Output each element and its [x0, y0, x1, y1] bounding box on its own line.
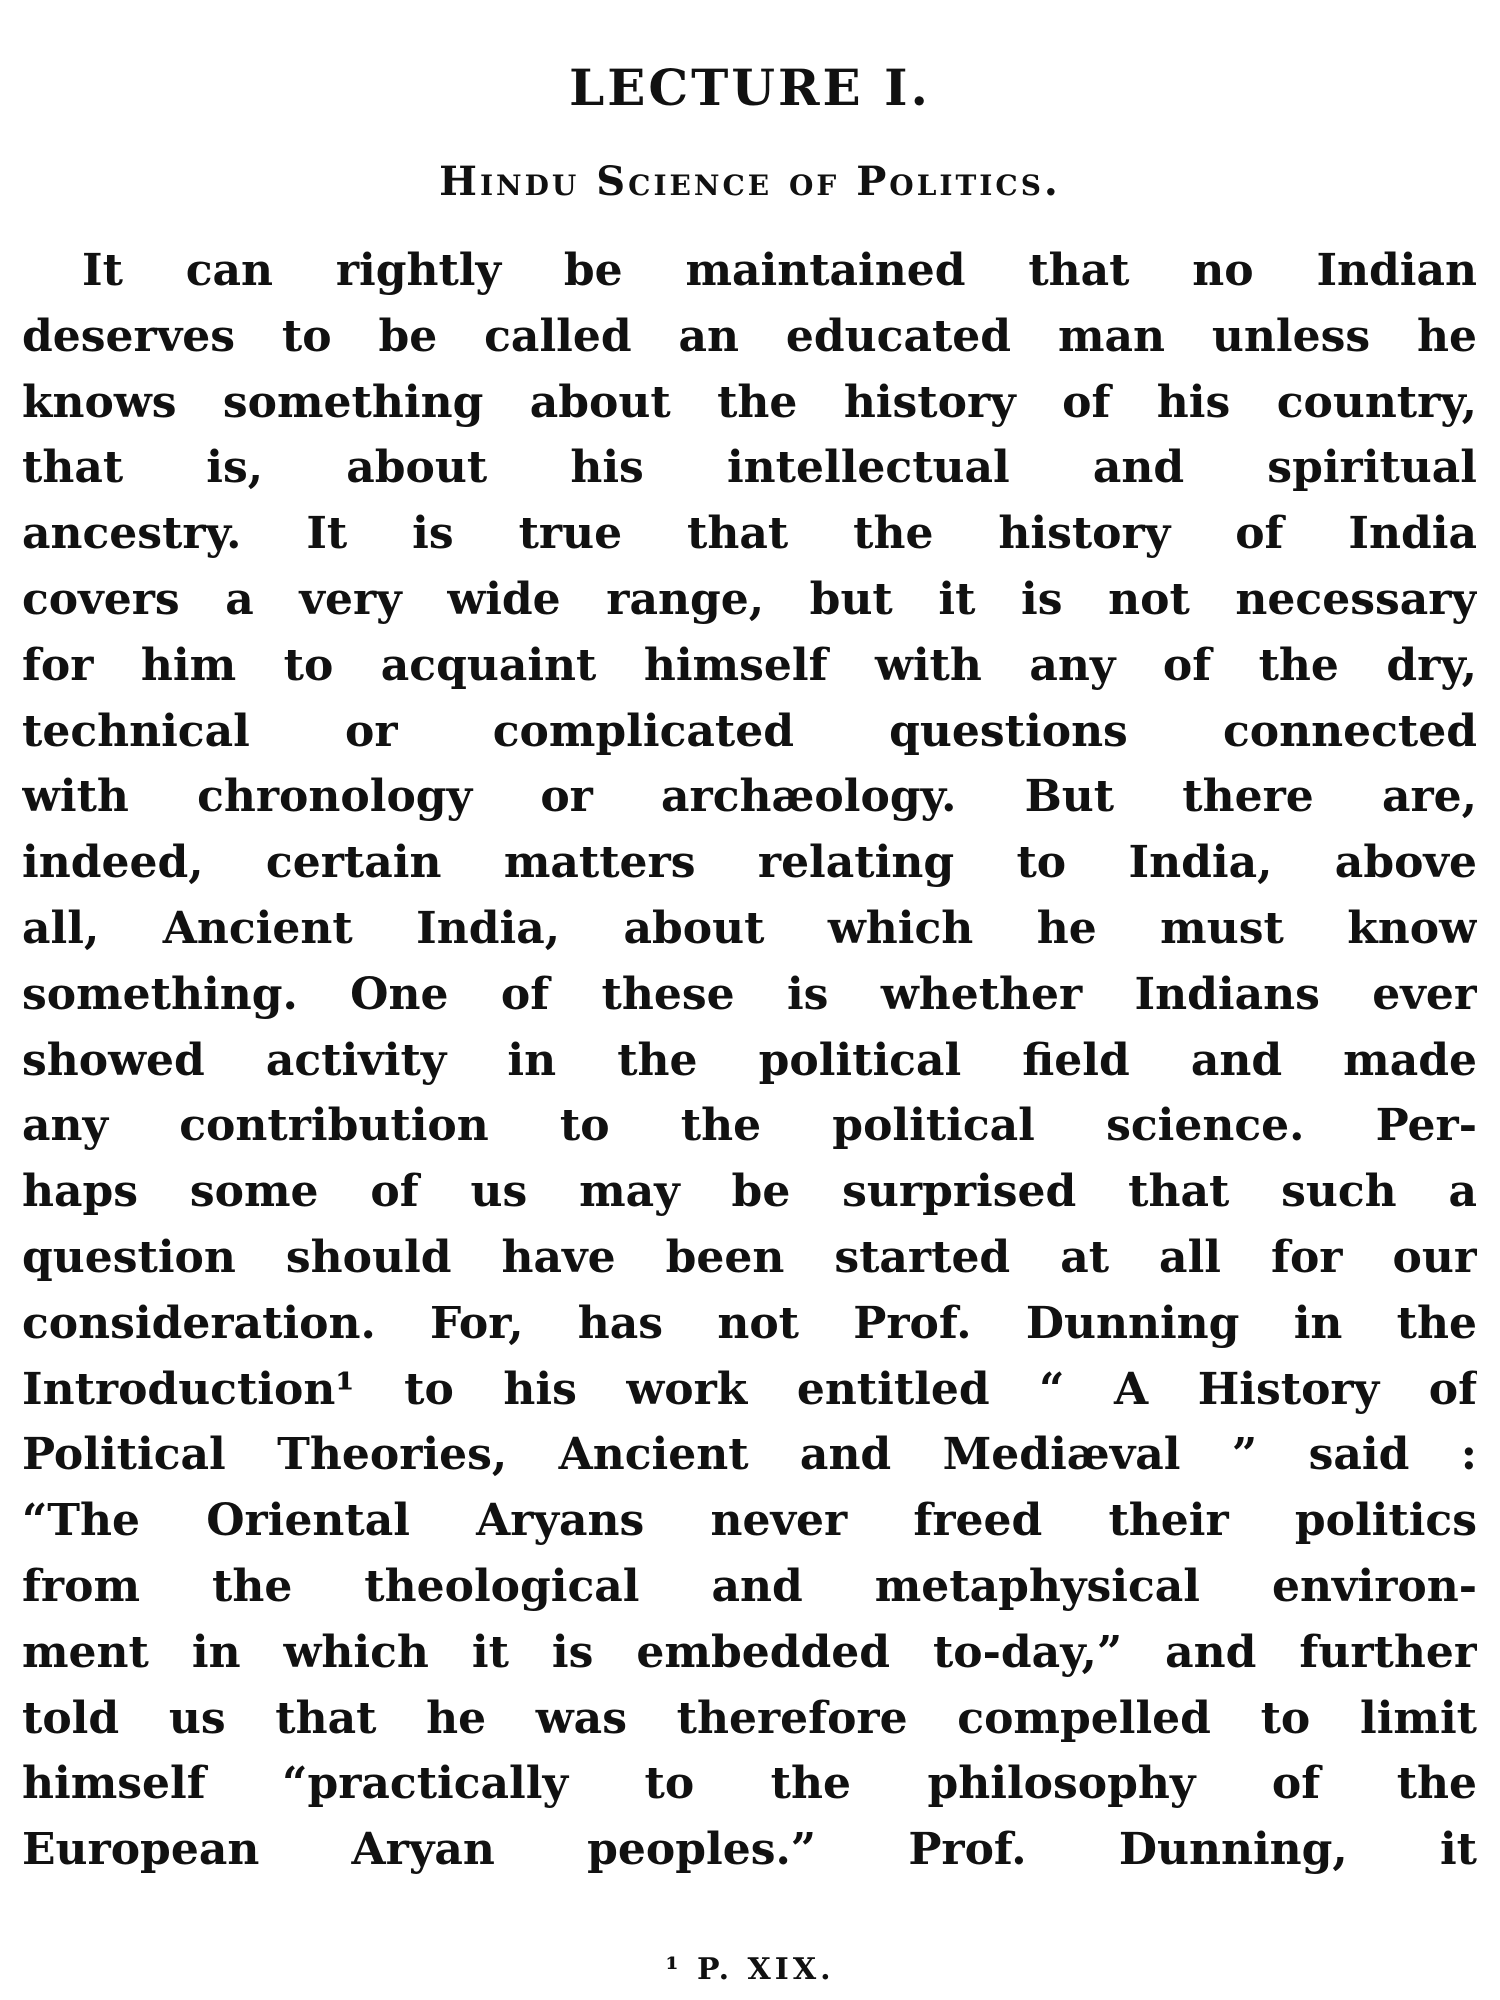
- body-line: with chronology or archæology. But there are,: [22, 771, 1477, 823]
- body-line: technical or complicated questions connected: [22, 705, 1477, 757]
- body-line: told us that he was therefore compelled to limit: [22, 1692, 1477, 1744]
- body-paragraph: [22, 238, 1477, 1883]
- body-line: ment in which it is embedded to-day,” and further: [22, 1626, 1477, 1678]
- body-line: from the theological and metaphysical environ-: [22, 1560, 1477, 1612]
- body-line: ancestry. It is true that the history of India: [22, 508, 1477, 560]
- body-line: It can rightly be maintained that no Indian: [82, 245, 1477, 296]
- body-line: “The Oriental Aryans never freed their politics: [22, 1495, 1477, 1547]
- body-line: haps some of us may be surprised that such a: [22, 1166, 1477, 1218]
- body-line: for him to acquaint himself with any of the dry,: [22, 639, 1477, 691]
- body-line: himself “practically to the philosophy of the: [22, 1758, 1477, 1810]
- body-line: indeed, certain matters relating to India, above: [22, 837, 1477, 889]
- body-line: any contribution to the political science. Per-: [22, 1100, 1477, 1152]
- body-line: covers a very wide range, but it is not necessary: [22, 573, 1477, 625]
- body-line: Introduction¹ to his work entitled “ A History of: [22, 1363, 1477, 1415]
- body-line: knows something about the history of his country,: [22, 376, 1477, 428]
- body-line: question should have been started at all for our: [22, 1231, 1477, 1283]
- body-line: Political Theories, Ancient and Mediæval ” said :: [22, 1429, 1477, 1481]
- body-line: consideration. For, has not Prof. Dunning in the: [22, 1297, 1477, 1349]
- chapter-subheading: Hindu Science of Politics.: [439, 158, 1061, 205]
- body-line: showed activity in the political field and made: [22, 1034, 1477, 1086]
- body-line: something. One of these is whether Indians ever: [22, 968, 1477, 1020]
- body-line: European Aryan peoples.” Prof. Dunning, it: [22, 1824, 1477, 1876]
- body-line: that is, about his intellectual and spiritual: [22, 442, 1477, 494]
- footnote: ¹ P. XIX.: [665, 1952, 835, 1987]
- lecture-heading: LECTURE I.: [569, 58, 931, 117]
- body-line: all, Ancient India, about which he must know: [22, 902, 1477, 954]
- body-line: deserves to be called an educated man unless he: [22, 310, 1477, 362]
